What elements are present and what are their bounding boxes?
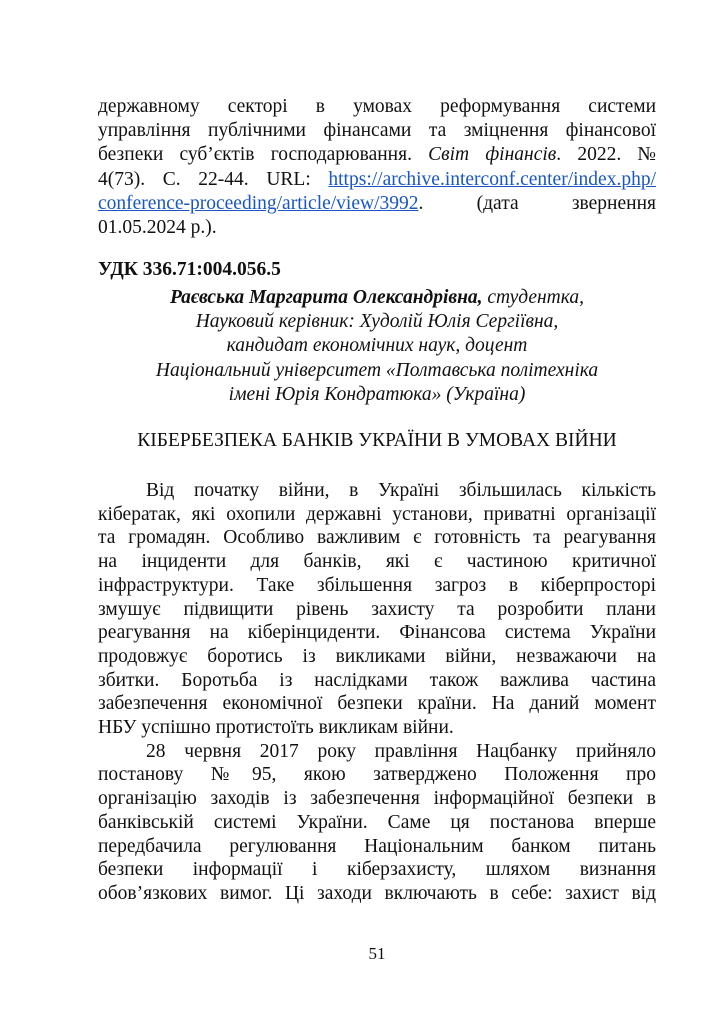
reference-text: . 2022. № [556, 144, 656, 166]
reference-line: управління публічними фінансами та зміцнення фінансової [98, 120, 656, 142]
reference-text: 4(73). С. 22-44. URL: [98, 168, 329, 190]
university-cont: імені Юрія Кондратюка» (Україна) [228, 383, 526, 405]
journal-name: Світ фінансів [428, 144, 557, 166]
text-line: кібератак, які охопили державні установи, приватні організації [98, 503, 656, 525]
text-line: НБУ успішно протистоїть викликам війни. [98, 717, 454, 739]
reference-line: conference-proceeding/article/view/3992. (дата звернення [98, 192, 656, 216]
reference-url-link-cont[interactable]: conference-proceeding/article/view/3992 [98, 192, 419, 214]
text-line: 28 червня 2017 року правління Нацбанку прийняло [146, 740, 656, 762]
text-line: постанову №95, якою затверджено Положення про [98, 764, 656, 786]
text-line: на інциденти для банків, які є частиною критичної [98, 551, 656, 573]
reference-line [98, 143, 656, 167]
text-line: організацію заходів із забезпечення інформаційної безпеки в [98, 788, 656, 810]
author-name: Раєвська Маргарита Олександрівна, [169, 287, 483, 308]
page-number: 51 [368, 944, 386, 963]
university: Національний університет «Полтавська політехніка [155, 359, 599, 381]
text-line: Від початку війни, в Україні збільшилась кількість [146, 480, 656, 501]
reference-text: безпеки суб’єктів господарювання. [98, 144, 429, 166]
text-line: змушує підвищити рівень захисту та розробити плани [98, 598, 656, 620]
access-date-label2: звернення [571, 192, 656, 214]
text-line: забезпечення економічної безпеки країни. На даний момент [98, 693, 656, 715]
text-line: реагування на кіберінциденти. Фінансова система України [98, 622, 656, 644]
reference-url-link[interactable]: https://archive.interconf.center/index.php/ [328, 168, 656, 190]
supervisor-degree: кандидат економічних наук, доцент [226, 335, 528, 357]
text-line: продовжує боротись із викликами війни, незважаючи на [98, 645, 656, 667]
text-line: та громадян. Особливо важливим є готовність та реагування [98, 527, 656, 549]
access-date-label: (дата [476, 192, 519, 214]
text-line: безпеки інформації і кіберзахисту, шляхом визнання [98, 859, 656, 881]
author-block [98, 286, 656, 407]
text-line: обов’язкових вимог. Ці заходи включають в себе: захист від [98, 882, 656, 904]
udk-code: УДК 336.71:004.056.5 [98, 259, 281, 280]
reference-entry [98, 95, 656, 240]
text-line: інфраструктури. Таке збільшення загроз в кіберпросторі [98, 574, 656, 596]
reference-line: 01.05.2024 р.). [98, 217, 217, 239]
text-line: передбачила регулювання Національним банком питань [98, 835, 656, 857]
reference-line [98, 168, 656, 192]
text-line: збитки. Боротьба із наслідками також важлива частина [98, 669, 656, 691]
paragraph-1 [98, 479, 656, 906]
reference-line: державному секторі в умовах реформування системи [98, 96, 656, 117]
author-role: студентка, [482, 287, 585, 308]
supervisor: Науковий керівник: Худолій Юлія Сергіївна, [195, 311, 559, 333]
text-line: банківській системі України. Саме ця постанова вперше [98, 811, 656, 833]
article-title: КІБЕРБЕЗПЕКА БАНКІВ УКРАЇНИ В УМОВАХ ВІЙНИ [137, 430, 617, 451]
